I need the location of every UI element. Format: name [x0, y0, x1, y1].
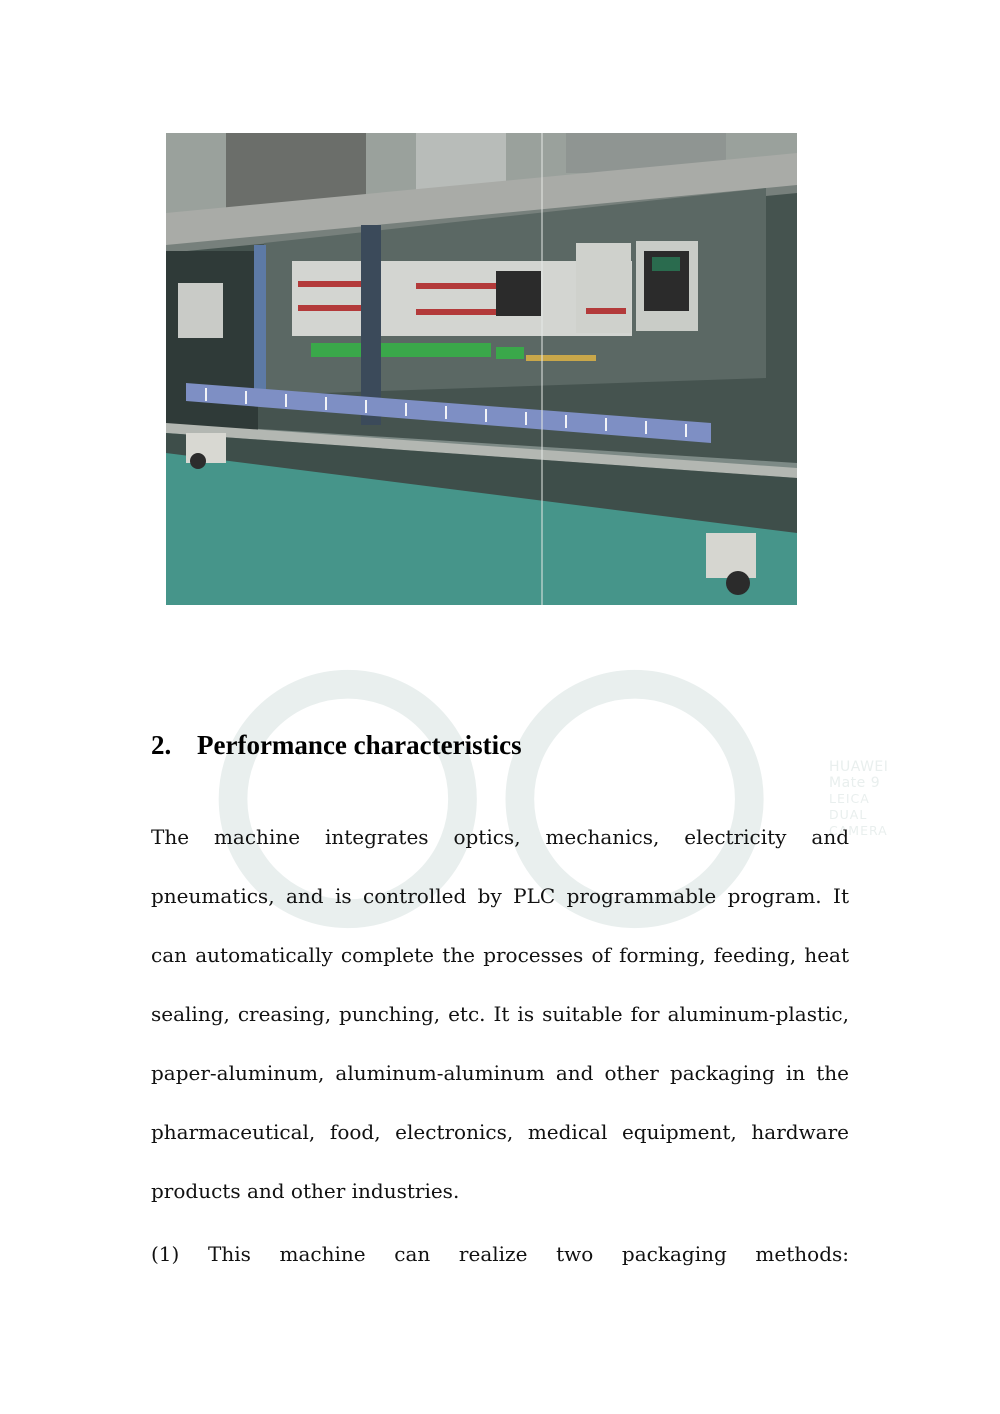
- paragraph-line: The machine integrates optics, mechanics, electricity and: [151, 825, 849, 849]
- paragraph-line: pharmaceutical, food, electronics, medical equipment, hardware: [151, 1120, 849, 1144]
- paragraph-line: products and other industries.: [151, 1179, 460, 1203]
- section-heading: [151, 730, 522, 761]
- watermark-model: HUAWEI Mate 9: [829, 759, 889, 791]
- performance-paragraph: [151, 808, 849, 1221]
- watermark-camera: LEICA DUAL CAMERA: [829, 791, 888, 838]
- paragraph-line: pneumatics, and is controlled by PLC programmable program. It: [151, 884, 849, 908]
- section-number: 2.: [151, 730, 172, 760]
- photo-illustration: [166, 133, 797, 605]
- list-item-text: (1) This machine can realize two packaging methods:: [151, 1242, 849, 1266]
- paragraph-line: can automatically complete the processes of forming, feeding, heat: [151, 943, 849, 967]
- list-item: [151, 1233, 849, 1292]
- paragraph-line: paper-aluminum, aluminum-aluminum and other packaging in the: [151, 1061, 849, 1085]
- paragraph-line: sealing, creasing, punching, etc. It is suitable for aluminum-plastic,: [151, 1002, 849, 1026]
- section-title: Performance characteristics: [197, 730, 522, 760]
